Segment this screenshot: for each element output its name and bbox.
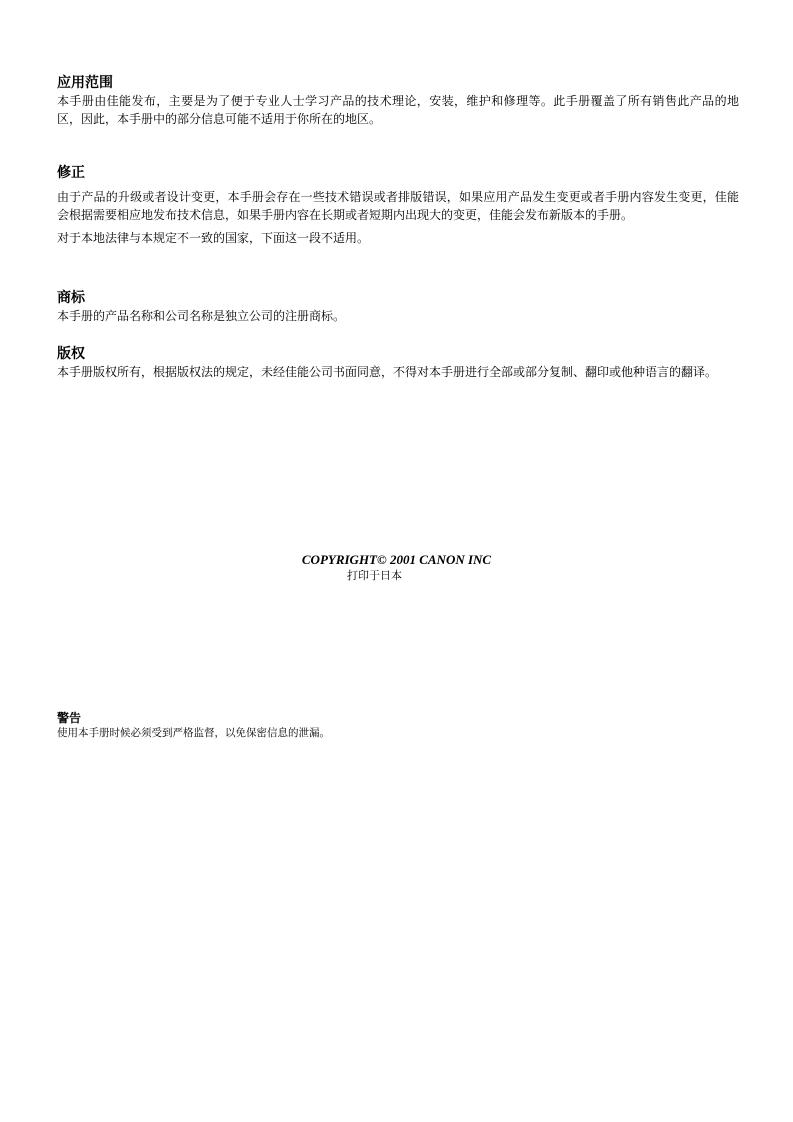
- section-paragraph: 本手册的产品名称和公司名称是独立公司的注册商标。: [57, 309, 346, 323]
- section-heading-scope: 应用范围: [57, 75, 113, 91]
- section-heading-revision: 修正: [57, 165, 85, 181]
- warning-heading: 警告: [57, 711, 82, 725]
- section-paragraph: 由于产品的升级或者设计变更，本手册会存在一些技术错误或者排版错误，如果应用产品发生变更或者手册内容发生变更，佳能会根据需要相应地发布技术信息，如果手册内容在长期或者短期内出现大的变更，佳能会发布新版本的手册。: [57, 190, 739, 222]
- warning-text: 使用本手册时候必须受到严格监督，以免保密信息的泄漏。: [57, 727, 330, 739]
- section-paragraph: 本手册版权所有，根据版权法的规定，未经佳能公司书面同意，不得对本手册进行全部或部分复制、翻印或他种语言的翻译。: [57, 365, 718, 379]
- warning-section: [57, 711, 739, 741]
- section-scope: [57, 74, 739, 128]
- section-trademark: [57, 289, 739, 326]
- section-heading-copyright: 版权: [57, 346, 85, 362]
- section-revision: [57, 164, 739, 248]
- printed-in-label: 打印于日本: [347, 569, 402, 582]
- copyright-notice: COPYRIGHT© 2001 CANON INC: [301, 552, 492, 567]
- section-paragraph: 对于本地法律与本规定不一致的国家，下面这一段不适用。: [57, 231, 370, 245]
- section-heading-trademark: 商标: [57, 290, 85, 306]
- section-copyright: [57, 345, 739, 382]
- section-paragraph: 本手册由佳能发布，主要是为了便于专业人士学习产品的技术理论，安装，维护和修理等。此手册覆盖了所有销售此产品的地区，因此，本手册中的部分信息可能不适用于你所在的地区。: [57, 94, 739, 126]
